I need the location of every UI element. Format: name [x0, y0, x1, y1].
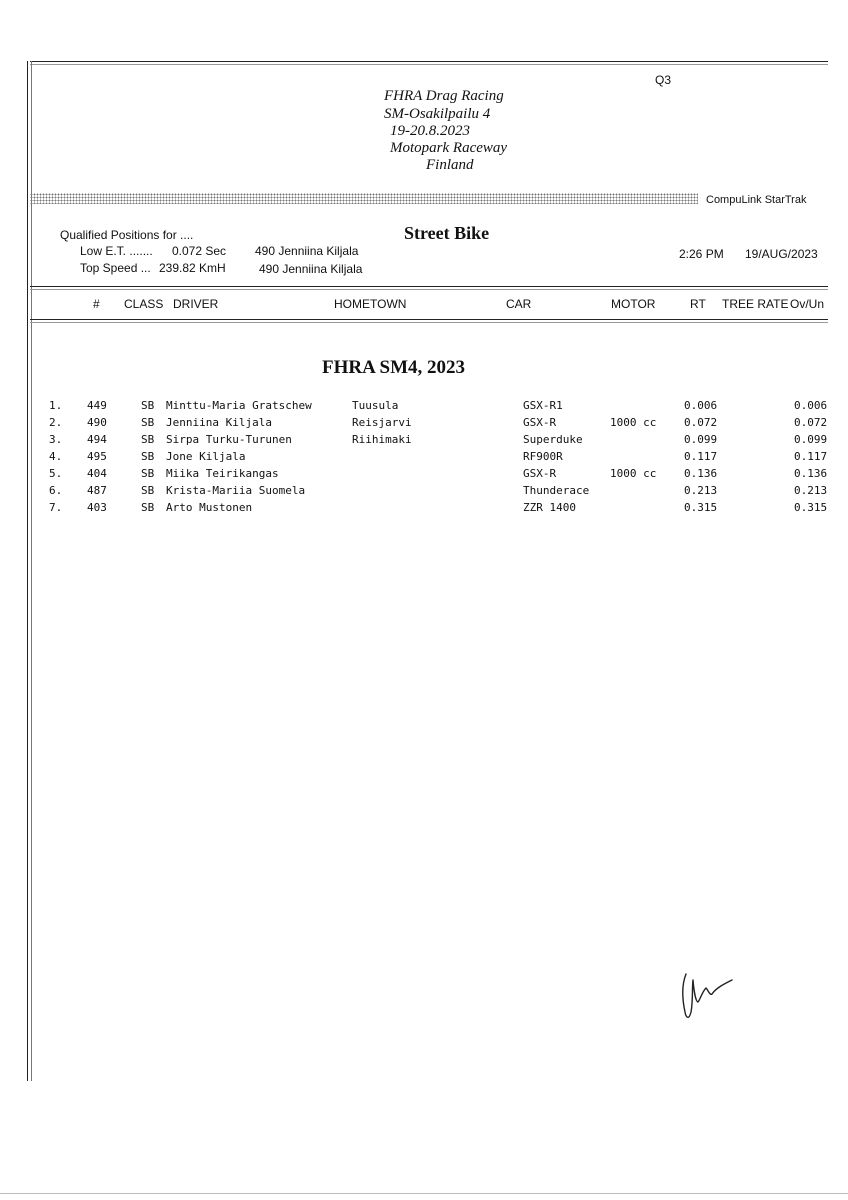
car-number: 495: [87, 450, 107, 463]
col-driver: DRIVER: [173, 297, 219, 311]
report-date: 19/AUG/2023: [745, 247, 818, 261]
car: GSX-R: [523, 416, 557, 429]
hometown: Tuusula: [352, 399, 399, 412]
pos: 1.: [49, 399, 63, 412]
class: SB: [141, 467, 155, 480]
event-venue: Motopark Raceway: [390, 140, 508, 156]
driver: Sirpa Turku-Turunen: [166, 433, 292, 446]
rt: 0.213: [684, 484, 718, 497]
car-number: 487: [87, 484, 107, 497]
signature: [676, 966, 740, 1026]
ovun: 0.072: [794, 416, 828, 429]
col-ovun: Ov/Un: [790, 297, 825, 311]
class: SB: [141, 433, 155, 446]
pos: 3.: [49, 433, 63, 446]
table-row: [0, 416, 848, 433]
event-name: FHRA Drag Racing: [384, 88, 504, 104]
class: SB: [141, 484, 155, 497]
event-subtitle: SM-Osakilpailu 4: [384, 106, 491, 122]
col-tree-rate: TREE RATE: [722, 297, 789, 311]
hometown: Riihimaki: [352, 433, 412, 446]
car-number: 490: [87, 416, 107, 429]
driver: Miika Teirikangas: [166, 467, 279, 480]
driver: Minttu-Maria Gratschew: [166, 399, 312, 412]
hometown: Reisjarvi: [352, 416, 412, 429]
col-rt: RT: [690, 297, 706, 311]
header-rule-top: [30, 286, 828, 287]
car: Thunderace: [523, 484, 590, 497]
top-speed-holder: 490 Jenniina Kiljala: [259, 262, 363, 276]
top-speed-label: Top Speed ...: [80, 261, 151, 275]
left-border: [27, 61, 28, 1081]
pos: 2.: [49, 416, 63, 429]
header-rule-bottom2: [30, 322, 828, 323]
motor: 1000 cc: [610, 416, 657, 429]
header-rule-bottom: [30, 319, 828, 320]
rt: 0.099: [684, 433, 718, 446]
rt: 0.072: [684, 416, 718, 429]
table-row: [0, 399, 848, 416]
pos: 4.: [49, 450, 63, 463]
col-class: CLASS: [124, 297, 164, 311]
car: Superduke: [523, 433, 583, 446]
pos: 7.: [49, 501, 63, 514]
col-num: #: [93, 297, 100, 311]
col-hometown: HOMETOWN: [334, 297, 407, 311]
low-et-holder: 490 Jenniina Kiljala: [255, 244, 359, 258]
car: ZZR 1400: [523, 501, 576, 514]
class: SB: [141, 416, 155, 429]
class: SB: [141, 501, 155, 514]
rt: 0.136: [684, 467, 718, 480]
rt: 0.117: [684, 450, 718, 463]
ovun: 0.136: [794, 467, 828, 480]
report-code: Q3: [655, 73, 672, 87]
table-row: [0, 450, 848, 467]
ovun: 0.006: [794, 399, 828, 412]
car-number: 494: [87, 433, 107, 446]
event-title: FHRA SM4, 2023: [322, 357, 466, 378]
table-row: [0, 433, 848, 450]
ovun: 0.099: [794, 433, 828, 446]
category-title: Street Bike: [404, 223, 490, 243]
dotted-separator: [30, 193, 698, 204]
header-rule-top2: [30, 289, 828, 290]
motor: 1000 cc: [610, 467, 657, 480]
bottom-border: [0, 1193, 848, 1194]
car-number: 403: [87, 501, 107, 514]
driver: Krista-Mariia Suomela: [166, 484, 306, 497]
ovun: 0.117: [794, 450, 828, 463]
rt: 0.006: [684, 399, 718, 412]
car: RF900R: [523, 450, 563, 463]
table-row: [0, 467, 848, 484]
top-border: [30, 61, 828, 62]
pos: 6.: [49, 484, 63, 497]
car: GSX-R: [523, 467, 557, 480]
rt: 0.315: [684, 501, 718, 514]
qualified-label: Qualified Positions for ....: [60, 228, 194, 242]
event-country: Finland: [426, 157, 474, 173]
col-car: CAR: [506, 297, 532, 311]
table-row: [0, 484, 848, 501]
low-et-value: 0.072 Sec: [172, 244, 227, 258]
class: SB: [141, 399, 155, 412]
driver: Jone Kiljala: [166, 450, 246, 463]
car-number: 449: [87, 399, 107, 412]
report-time: 2:26 PM: [679, 247, 724, 261]
pos: 5.: [49, 467, 63, 480]
ovun: 0.213: [794, 484, 828, 497]
top-speed-value: 239.82 KmH: [159, 261, 226, 275]
ovun: 0.315: [794, 501, 828, 514]
low-et-label: Low E.T. .......: [80, 244, 153, 258]
car: GSX-R1: [523, 399, 563, 412]
col-motor: MOTOR: [611, 297, 656, 311]
software-label: CompuLink StarTrak: [706, 194, 807, 206]
class: SB: [141, 450, 155, 463]
driver: Jenniina Kiljala: [166, 416, 272, 429]
top-border-inner: [30, 64, 828, 65]
driver: Arto Mustonen: [166, 501, 253, 514]
car-number: 404: [87, 467, 107, 480]
event-dates: 19-20.8.2023: [390, 123, 470, 139]
left-border-inner: [31, 61, 32, 1081]
table-row: [0, 501, 848, 518]
